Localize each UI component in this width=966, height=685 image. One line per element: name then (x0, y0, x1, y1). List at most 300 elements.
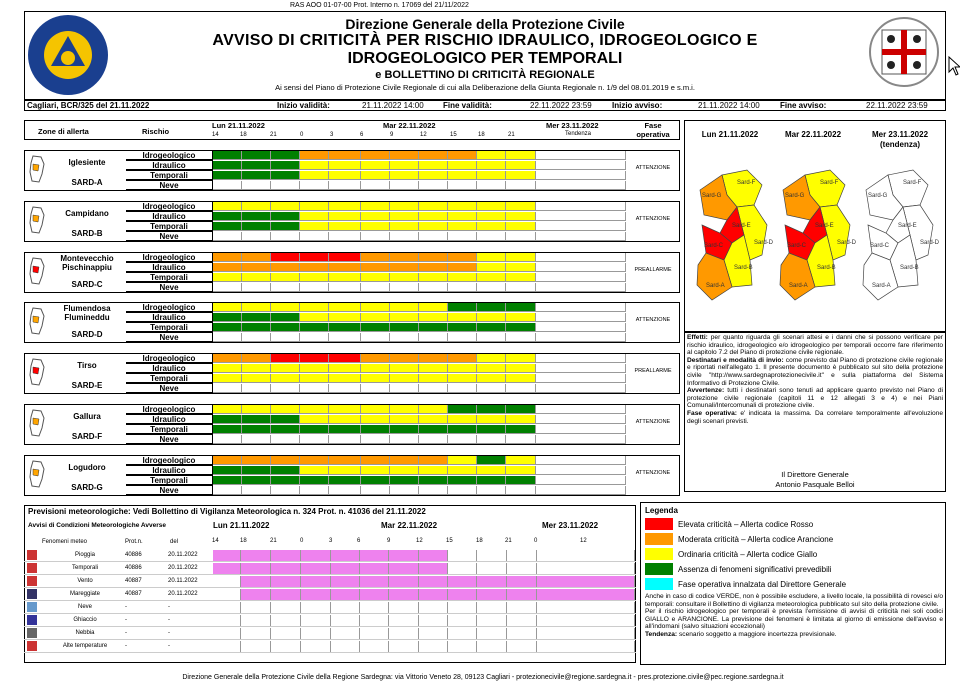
meteo-cell (331, 550, 360, 561)
criticality-cell (419, 161, 448, 170)
header-title: AVVISO DI CRITICITÀ PER RISCHIO IDRAULICO, IDROGEOLOGICO E (212, 32, 758, 49)
risk-label: Idraulico (126, 312, 213, 322)
criticality-cell (477, 415, 506, 424)
meteo-cell (360, 628, 389, 639)
destinatari-label: Destinatari e modalità di invio: (687, 356, 784, 364)
meteo-phenomenon-icon (27, 641, 37, 651)
meteo-cell (213, 550, 241, 561)
zone-name: Tirso (77, 361, 97, 370)
criticality-cell (448, 161, 477, 170)
criticality-cell (242, 171, 271, 180)
criticality-cell (361, 425, 390, 434)
criticality-cell (300, 283, 329, 292)
legend-label: Fase operativa innalzata dal Direttore Generale (678, 580, 847, 589)
meteo-cell (271, 641, 301, 652)
map-zone-label: Sard-G (868, 193, 888, 199)
fase-text: e' indicata la massima. Da correlare temporalmente all'evoluzione degli scenari previsti. (687, 409, 943, 425)
zone-name: Montevecchio Pischinappiu (60, 254, 114, 272)
meteo-cell (331, 628, 360, 639)
effetti-label: Effetti: (687, 334, 708, 341)
criticality-cell (213, 161, 242, 170)
zone-map-icon (27, 408, 47, 438)
criticality-cell (390, 313, 419, 322)
meteo-prot: 40887 (125, 591, 142, 597)
meteo-time-tick: 0 (534, 538, 538, 544)
criticality-cell (271, 323, 300, 332)
meteo-cell (537, 576, 635, 587)
criticality-cell (448, 466, 477, 475)
meteo-cell (477, 615, 507, 626)
meteo-time-tick: 9 (387, 538, 391, 544)
criticality-cell (536, 202, 626, 211)
criticality-cell (448, 232, 477, 241)
meteo-cell (448, 576, 477, 587)
criticality-cell (361, 415, 390, 424)
meteo-cell (389, 641, 419, 652)
criticality-cell (506, 384, 536, 393)
criticality-cell (242, 253, 271, 262)
criticality-cell (448, 273, 477, 282)
criticality-cell (506, 232, 536, 241)
criticality-cell (213, 263, 242, 272)
criticality-cell (300, 253, 329, 262)
criticality-cell (477, 476, 506, 485)
criticality-cell (506, 283, 536, 292)
avvertenze-text: tutti i destinatari sono tenuti ad applicare quanto previsto nel Piano di protezione civile regionale (capitoli 11 e 12 allegati 3 e 4) e nei Piani Comunali/Intercomunali di protezione civile. (687, 387, 943, 410)
criticality-cell (390, 466, 419, 475)
criticality-cell (419, 202, 448, 211)
legend-swatch (645, 533, 673, 545)
criticality-cell (242, 273, 271, 282)
meteo-cell (213, 589, 241, 600)
meteo-date: 20.11.2022 (168, 578, 198, 584)
meteo-prot: 40886 (125, 565, 142, 571)
criticality-cell (506, 222, 536, 231)
map-zone-label: Sard-A (706, 283, 725, 289)
criticality-cell (242, 212, 271, 221)
criticality-cell (536, 283, 626, 292)
criticality-cell (271, 476, 300, 485)
meteo-cell (241, 641, 271, 652)
meteo-cell (360, 615, 389, 626)
criticality-cell (329, 283, 361, 292)
meteo-time-tick: 18 (240, 538, 247, 544)
criticality-cell (242, 405, 271, 414)
criticality-cell (536, 273, 626, 282)
criticality-cell (448, 405, 477, 414)
criticality-cell (300, 232, 329, 241)
criticality-cell (300, 202, 329, 211)
map3-title: Mer 23.11.2022 (871, 130, 929, 139)
validity-end-label: Fine validità: (443, 101, 492, 110)
map-zone-label: Sard-F (820, 180, 839, 186)
meteo-cell (389, 550, 419, 561)
criticality-cell (419, 313, 448, 322)
criticality-cell (300, 151, 329, 160)
zone-map-icon (27, 306, 47, 336)
criticality-cell (419, 476, 448, 485)
time-tick: 18 (240, 132, 247, 138)
legend-swatch (645, 578, 673, 590)
meteo-cell (419, 602, 448, 613)
meteo-cell (271, 615, 301, 626)
criticality-cell (329, 405, 361, 414)
map3-subtitle: (tendenza) (880, 140, 920, 149)
criticality-cell (390, 364, 419, 373)
risk-label: Idraulico (126, 262, 213, 272)
time-tick: 3 (330, 132, 334, 138)
criticality-cell (477, 181, 506, 190)
criticality-cell (242, 263, 271, 272)
criticality-cell (329, 435, 361, 444)
criticality-cell (448, 476, 477, 485)
meteo-cell (331, 589, 360, 600)
risk-label: Neve (126, 383, 213, 393)
meteo-subtitle: Avvisi di Condizioni Meteorologiche Avverse (28, 522, 166, 529)
criticality-cell (271, 333, 300, 342)
criticality-cell (300, 263, 329, 272)
criticality-cell (361, 466, 390, 475)
meteo-cell (301, 563, 331, 574)
criticality-cell (329, 151, 361, 160)
criticality-cell (271, 303, 300, 312)
criticality-cell (419, 303, 448, 312)
criticality-cell (448, 354, 477, 363)
meteo-cell (331, 641, 360, 652)
criticality-cell (242, 476, 271, 485)
time-tick: 21 (508, 132, 515, 138)
meteo-cell (389, 589, 419, 600)
criticality-cell (448, 374, 477, 383)
criticality-cell (361, 161, 390, 170)
criticality-cell (419, 486, 448, 495)
criticality-cell (329, 273, 361, 282)
effetti-text: per quanto riguarda gli scenari attesi e i danni che si possono verificare per rischio idraulico, idrogeologico e/o idrogeologico per temporali occorre fare riferimento al capitolo 7.2 del Piano di protezione civile regionale. (687, 334, 943, 357)
legend-label: Moderata criticità – Allerta codice Arancione (678, 535, 834, 544)
criticality-cell (271, 374, 300, 383)
criticality-cell (213, 384, 242, 393)
criticality-cell (242, 222, 271, 231)
meteo-col-fenomeni: Fenomeni meteo (42, 539, 88, 545)
criticality-cell (300, 405, 329, 414)
criticality-cell (242, 466, 271, 475)
criticality-cell (242, 232, 271, 241)
risk-label: Idraulico (126, 414, 213, 424)
criticality-cell (300, 486, 329, 495)
criticality-cell (242, 313, 271, 322)
meteo-cell (360, 563, 389, 574)
criticality-cell (242, 486, 271, 495)
criticality-cell (361, 384, 390, 393)
criticality-cell (213, 283, 242, 292)
criticality-cell (419, 181, 448, 190)
criticality-cell (361, 405, 390, 414)
meteo-phenomenon: Vento (77, 578, 93, 584)
protocol-note: RAS AOO 01-07-00 Prot. Interno n. 17069 del 21/11/2022 (290, 2, 469, 9)
criticality-cell (477, 486, 506, 495)
map1-title: Lun 21.11.2022 (701, 130, 759, 139)
meteo-time-tick: 21 (505, 538, 512, 544)
criticality-cell (271, 222, 300, 231)
meteo-cell (241, 576, 271, 587)
validity-start: 21.11.2022 14:00 (362, 101, 424, 110)
meteo-cell (477, 589, 507, 600)
criticality-cell (213, 405, 242, 414)
meteo-cell (271, 576, 301, 587)
criticality-cell (361, 212, 390, 221)
criticality-cell (300, 222, 329, 231)
meteo-cell (477, 602, 507, 613)
risk-label: Neve (126, 434, 213, 444)
map-zone-label: Sard-E (898, 223, 917, 229)
meteo-cell (448, 589, 477, 600)
criticality-cell (271, 253, 300, 262)
criticality-cell (361, 303, 390, 312)
risk-label: Neve (126, 231, 213, 241)
risk-label: Temporali (126, 373, 213, 383)
criticality-cell (419, 374, 448, 383)
meteo-phenomenon-icon (27, 576, 37, 586)
criticality-cell (477, 354, 506, 363)
risk-label: Idraulico (126, 211, 213, 221)
criticality-cell (536, 425, 626, 434)
map-zone-label: Sard-F (903, 180, 922, 186)
meteo-phenomenon: Mareggiate (69, 591, 101, 597)
meteo-cell (241, 602, 271, 613)
meteo-prot: - (125, 604, 127, 610)
criticality-cell (419, 435, 448, 444)
criticality-cell (329, 415, 361, 424)
risk-label: Temporali (126, 272, 213, 282)
criticality-cell (448, 435, 477, 444)
meteo-cell (507, 589, 537, 600)
validity-end: 22.11.2022 23:59 (530, 101, 592, 110)
map-zone-label: Sard-C (787, 243, 807, 249)
criticality-cell (213, 374, 242, 383)
doc-ref: Cagliari, BCR/325 del 21.11.2022 (27, 101, 150, 110)
zone-code: SARD-F (71, 432, 103, 441)
criticality-cell (361, 364, 390, 373)
meteo-cell (419, 563, 448, 574)
criticality-cell (300, 435, 329, 444)
criticality-cell (361, 374, 390, 383)
risk-label: Neve (126, 180, 213, 190)
criticality-cell (390, 222, 419, 231)
meteo-cell (271, 589, 301, 600)
meteo-phenomenon-icon (27, 602, 37, 612)
criticality-cell (506, 476, 536, 485)
criticality-cell (329, 202, 361, 211)
meteo-cell (507, 615, 537, 626)
col-zone-header: Zone di allerta (38, 127, 89, 136)
criticality-cell (361, 283, 390, 292)
map-zone-label: Sard-A (789, 283, 808, 289)
criticality-cell (390, 253, 419, 262)
criticality-cell (477, 263, 506, 272)
criticality-cell (536, 313, 626, 322)
legend-label: Ordinaria criticità – Allerta codice Giallo (678, 550, 818, 559)
meteo-day3: Mer 23.11.2022 (542, 521, 599, 530)
criticality-cell (271, 263, 300, 272)
zone-map-icon (27, 256, 47, 286)
col-risk-header: Rischio (142, 127, 170, 136)
criticality-cell (329, 456, 361, 465)
meteo-cell (419, 576, 448, 587)
meteo-cell (301, 628, 331, 639)
criticality-cell (419, 466, 448, 475)
criticality-cell (242, 384, 271, 393)
meteo-cell (477, 576, 507, 587)
criticality-cell (300, 212, 329, 221)
validity-start-label: Inizio validità: (277, 101, 330, 110)
meteo-cell (241, 589, 271, 600)
meteo-phenomenon-icon (27, 563, 37, 573)
meteo-cell (389, 628, 419, 639)
meteo-prot: - (125, 643, 127, 649)
criticality-cell (506, 415, 536, 424)
meteo-phenomenon: Nebbia (75, 630, 95, 636)
criticality-cell (477, 333, 506, 342)
criticality-cell (448, 181, 477, 190)
criticality-cell (361, 476, 390, 485)
legend-swatch (645, 518, 673, 530)
zone-name: Gallura (73, 412, 101, 421)
meteo-cell (537, 550, 635, 561)
meteo-date: 20.11.2022 (168, 591, 198, 597)
criticality-cell (390, 384, 419, 393)
criticality-cell (536, 435, 626, 444)
criticality-cell (390, 263, 419, 272)
header-legal: Ai sensi del Piano di Protezione Civile Regionale di cui alla Deliberazione della Giunta Regionale n. 1/9 del 08.01.2019 e s.m.i. (275, 83, 695, 92)
criticality-cell (536, 212, 626, 221)
criticality-cell (477, 161, 506, 170)
criticality-cell (242, 202, 271, 211)
meteo-phenomenon: Neve (77, 604, 92, 610)
criticality-cell (477, 323, 506, 332)
criticality-cell (213, 273, 242, 282)
meteo-cell (507, 628, 537, 639)
meteo-time-tick: 3 (329, 538, 333, 544)
criticality-cell (300, 161, 329, 170)
criticality-cell (477, 151, 506, 160)
criticality-cell (361, 323, 390, 332)
criticality-cell (390, 181, 419, 190)
criticality-cell (300, 476, 329, 485)
zone-name: Campidano (65, 209, 109, 218)
criticality-cell (506, 303, 536, 312)
criticality-cell (419, 253, 448, 262)
meteo-cell (477, 628, 507, 639)
fase-operativa: ATTENZIONE (635, 216, 671, 222)
zone-code: SARD-D (71, 330, 103, 339)
meteo-cell (477, 563, 507, 574)
criticality-cell (329, 313, 361, 322)
criticality-cell (329, 425, 361, 434)
criticality-cell (300, 181, 329, 190)
risk-label: Temporali (126, 424, 213, 434)
sardinia-map-3 (858, 165, 938, 305)
criticality-cell (242, 435, 271, 444)
meteo-phenomenon: Pioggia (74, 552, 95, 558)
criticality-cell (213, 232, 242, 241)
meteo-phenomenon-icon (27, 589, 37, 599)
legend-note-temporali: Per il rischio idrogeologico per temporali è prevista l'emissione di avvisi di criticità nei soli codici GIALLO e ARANCIONE. La previsione dei fenomeni è limitata al giorno di emissione dell'avviso e all'indomani (salvo situazioni eccezionali) (645, 608, 943, 631)
criticality-cell (213, 253, 242, 262)
criticality-cell (506, 435, 536, 444)
criticality-cell (506, 313, 536, 322)
criticality-cell (506, 171, 536, 180)
risk-label: Idrogeologico (126, 455, 213, 465)
criticality-cell (271, 415, 300, 424)
risk-label: Idrogeologico (126, 404, 213, 414)
criticality-cell (213, 222, 242, 231)
meteo-prot: 40887 (125, 578, 142, 584)
meteo-cell (448, 641, 477, 652)
criticality-cell (477, 253, 506, 262)
criticality-cell (300, 374, 329, 383)
risk-label: Neve (126, 332, 213, 342)
meteo-col-del: del (170, 539, 179, 545)
avviso-end-label: Fine avviso: (780, 101, 827, 110)
criticality-cell (419, 323, 448, 332)
legend-swatch (645, 563, 673, 575)
meteo-cell (537, 589, 635, 600)
criticality-cell (271, 354, 300, 363)
criticality-cell (329, 161, 361, 170)
meteo-cell (537, 615, 635, 626)
meteo-cell (477, 641, 507, 652)
criticality-cell (271, 486, 300, 495)
risk-label: Idraulico (126, 160, 213, 170)
zone-code: SARD-B (71, 229, 103, 238)
meteo-cell (537, 641, 635, 652)
criticality-cell (448, 333, 477, 342)
meteo-cell (389, 576, 419, 587)
meteo-prot: - (125, 630, 127, 636)
criticality-cell (536, 263, 626, 272)
criticality-cell (506, 364, 536, 373)
criticality-cell (536, 486, 626, 495)
meteo-cell (301, 589, 331, 600)
criticality-cell (242, 456, 271, 465)
criticality-cell (271, 466, 300, 475)
criticality-cell (242, 415, 271, 424)
criticality-cell (506, 273, 536, 282)
criticality-cell (361, 354, 390, 363)
criticality-cell (419, 263, 448, 272)
criticality-cell (448, 253, 477, 262)
criticality-cell (271, 151, 300, 160)
criticality-cell (300, 273, 329, 282)
criticality-cell (242, 151, 271, 160)
zone-map-icon (27, 357, 47, 387)
criticality-cell (448, 151, 477, 160)
criticality-cell (506, 323, 536, 332)
criticality-cell (271, 405, 300, 414)
map-zone-label: Sard-E (815, 223, 834, 229)
meteo-time-tick: 0 (300, 538, 304, 544)
meteo-phenomenon-icon (27, 615, 37, 625)
criticality-cell (300, 354, 329, 363)
meteo-cell (537, 563, 635, 574)
criticality-cell (213, 456, 242, 465)
criticality-cell (361, 202, 390, 211)
criticality-cell (242, 283, 271, 292)
criticality-cell (329, 263, 361, 272)
criticality-cell (536, 466, 626, 475)
criticality-cell (390, 212, 419, 221)
meteo-cell (389, 602, 419, 613)
